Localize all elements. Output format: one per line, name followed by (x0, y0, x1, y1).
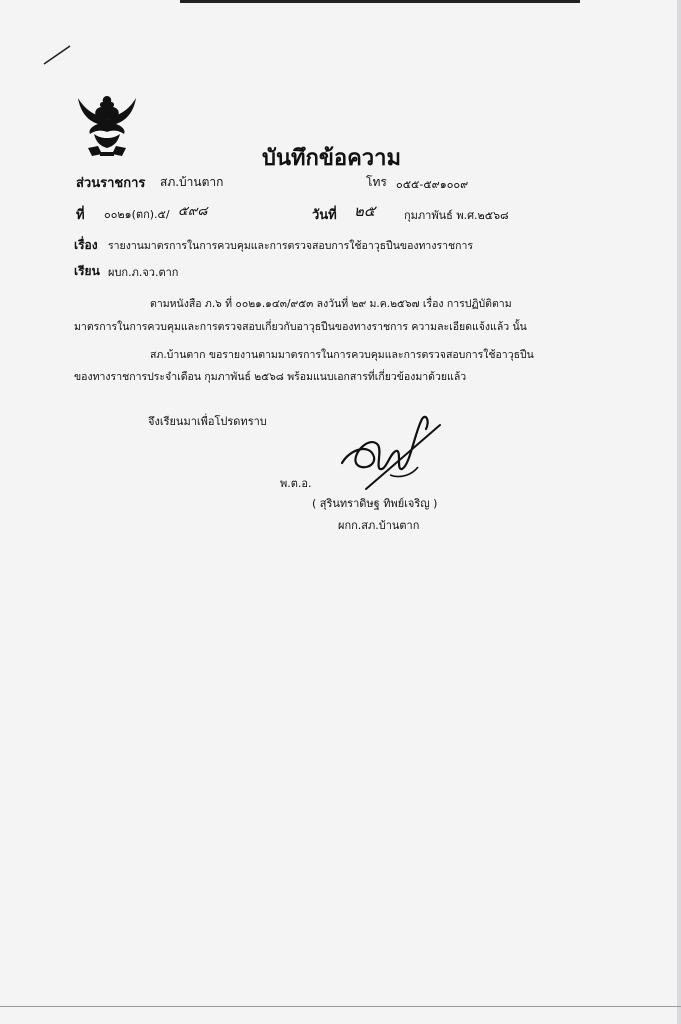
agency-label: ส่วนราชการ (76, 176, 146, 191)
garuda-emblem-icon (74, 90, 140, 160)
date-day-handwritten: ๒๕ (354, 202, 376, 220)
paragraph-1-line-2: มาตรการในการควบคุมและการตรวจสอบเกี่ยวกับอาวุธปืนของทางราชการ ความละเอียดแจ้งแล้ว นั้น (74, 321, 527, 333)
scan-edge-right (677, 0, 681, 1024)
paragraph-2-line-1: สภ.บ้านตาก ขอรายงานตามมาตรการในการควบคุมและการตรวจสอบการใช้อาวุธปืน (150, 349, 534, 361)
signer-position: ผกก.สภ.บ้านตาก (338, 519, 420, 532)
date-month-year: กุมภาพันธ์ พ.ศ.๒๕๖๘ (404, 209, 509, 222)
ref-value: ๐๐๒๑(ตก).๕/ (104, 208, 170, 221)
signer-name: ( สุรินทราดิษฐ ทิพย์เจริญ ) (312, 497, 438, 510)
phone-value: ๐๕๕-๕๙๑๐๐๙ (396, 178, 469, 191)
phone-label: โทร (366, 175, 387, 189)
subject-value: รายงานมาตรการในการควบคุมและการตรวจสอบการใช้อาวุธปืนของทางราชการ (108, 240, 474, 252)
subject-label: เรื่อง (74, 238, 98, 252)
closing-text: จึงเรียนมาเพื่อโปรดทราบ (148, 415, 267, 428)
date-label: วันที่ (312, 208, 337, 223)
scan-edge-top (180, 0, 580, 3)
pen-stroke-icon (40, 40, 76, 70)
paragraph-2-line-2: ของทางราชการประจำเดือน กุมภาพันธ์ ๒๕๖๘ พร้อมแนบเอกสารที่เกี่ยวข้องมาด้วยแล้ว (74, 371, 467, 383)
ref-label: ที่ (76, 208, 85, 223)
signature-icon (330, 405, 450, 500)
ref-number-handwritten: ๕๙๘ (178, 204, 208, 219)
paragraph-1-line-1: ตามหนังสือ ภ.๖ ที่ ๐๐๒๑.๑๔๓/๙๕๓ ลงวันที่ ๒๙ ม.ค.๒๕๖๗ เรื่อง การปฏิบัติตาม (150, 298, 512, 310)
agency-value: สภ.บ้านตาก (160, 175, 224, 189)
signer-rank: พ.ต.อ. (280, 477, 312, 490)
page-title: บันทึกข้อความ (262, 146, 402, 171)
to-value: ผบก.ภ.จว.ตาก (108, 266, 179, 279)
to-label: เรียน (74, 264, 100, 278)
scan-edge-bottom (0, 1006, 681, 1007)
